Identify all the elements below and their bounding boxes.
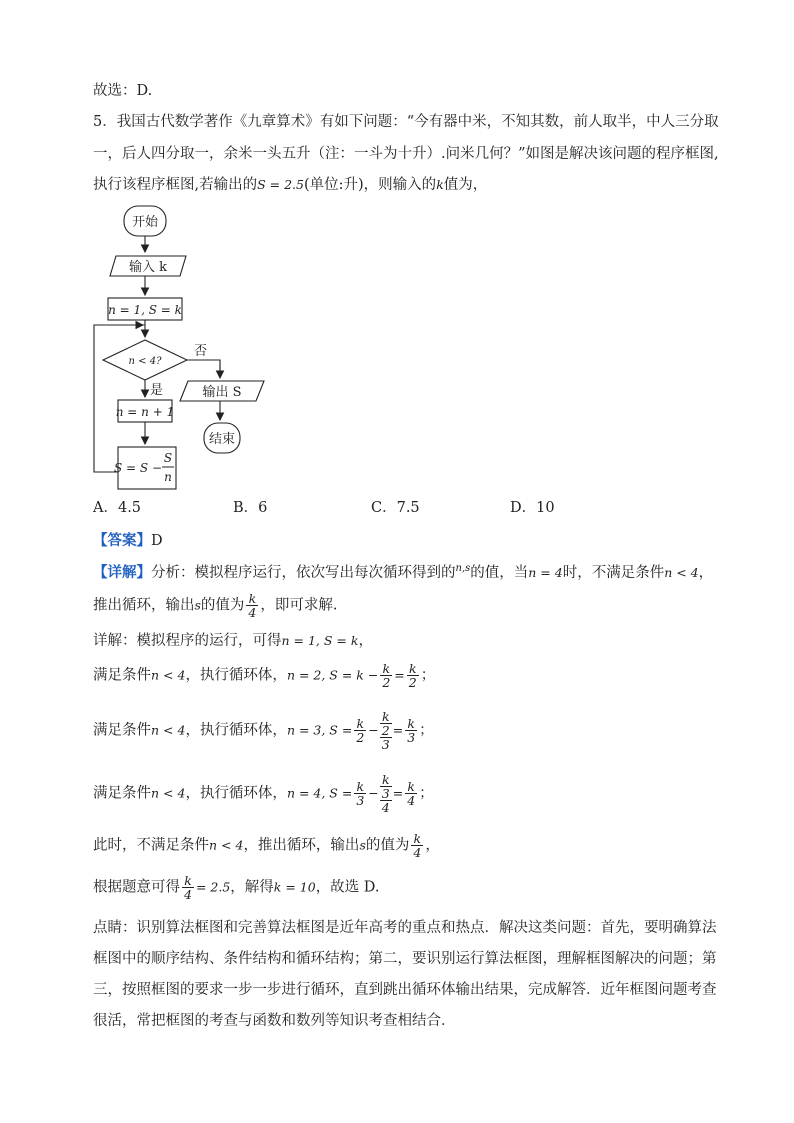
math-n-equals-4: n = 4 bbox=[528, 564, 563, 580]
detail-text: 满足条件 bbox=[93, 667, 151, 684]
inner-fraction bbox=[380, 773, 392, 800]
denominator: 4 bbox=[413, 845, 422, 861]
denominator: 3 bbox=[381, 737, 390, 753]
question-text: (单位:升)，则输入的 bbox=[303, 177, 437, 193]
denominator: 3 bbox=[407, 730, 416, 746]
numerator: k bbox=[381, 709, 390, 724]
program-flowchart bbox=[88, 200, 278, 495]
detail-line-2 bbox=[93, 592, 337, 619]
question-line-2: 一，后人四分取一，余米一头五升（注：一斗为十升）.问米几何？”如图是解决该问题的程序框图, bbox=[93, 146, 719, 162]
math-s: s bbox=[359, 837, 366, 853]
numerator: k bbox=[408, 661, 417, 676]
nested-fraction bbox=[380, 773, 392, 814]
option-a: A．4.5 bbox=[93, 500, 142, 516]
detail-text: ，推出循环，输出 bbox=[243, 837, 360, 854]
math-expression: n = 3, S = bbox=[286, 722, 353, 738]
detail-tag: 【详解】 bbox=[93, 563, 151, 581]
math-equation: = 2.5 bbox=[195, 879, 231, 895]
math-solution: k = 10 bbox=[273, 879, 316, 895]
numerator: k bbox=[356, 779, 365, 795]
math-condition: n < 4 bbox=[151, 722, 186, 738]
question-line-3 bbox=[93, 177, 487, 194]
condition-label: n < 4? bbox=[128, 356, 162, 367]
answer-line bbox=[93, 532, 163, 550]
math-ns: n,s bbox=[455, 563, 471, 574]
question-text: 值为， bbox=[443, 177, 488, 193]
detail-text: 满足条件 bbox=[93, 785, 151, 802]
detail-text: ， bbox=[698, 564, 714, 581]
denominator: 4 bbox=[381, 800, 390, 816]
answer-tag: 【答案】 bbox=[93, 532, 151, 549]
detail-text: 推出循环，输出 bbox=[93, 597, 195, 614]
step-3-line bbox=[93, 773, 434, 814]
init-label: n = 1, S = k bbox=[108, 303, 182, 317]
fraction bbox=[354, 780, 366, 807]
comment-line-3: 三，按照框图的要求一步一步进行循环，直到跳出循环体输出结果，完成解答．近年框图问题考查 bbox=[93, 982, 717, 998]
detail-text: 此时，不满足条件 bbox=[93, 837, 209, 854]
minus-sign: − bbox=[368, 785, 379, 801]
detail-text: 的值为 bbox=[200, 597, 245, 614]
math-init: n = 1, S = k bbox=[281, 633, 359, 648]
step-1-line bbox=[93, 662, 435, 689]
detail-text: 的值为 bbox=[365, 837, 410, 854]
fraction-k-over-4 bbox=[246, 592, 258, 619]
detail-text: ，执行循环体， bbox=[185, 667, 287, 684]
start-label: 开始 bbox=[131, 215, 159, 230]
denominator: 2 bbox=[382, 675, 391, 691]
fraction bbox=[407, 662, 419, 689]
math-condition: n < 4 bbox=[664, 564, 699, 580]
minus-sign: − bbox=[368, 722, 379, 738]
option-c: C．7.5 bbox=[371, 500, 420, 516]
numerator: k bbox=[248, 591, 257, 606]
equals-sign: = bbox=[394, 667, 405, 683]
denominator: 3 bbox=[356, 793, 365, 809]
denominator: 4 bbox=[248, 605, 257, 621]
detail-text: ； bbox=[419, 722, 434, 739]
detail-line-7 bbox=[93, 832, 440, 859]
denominator: 2 bbox=[381, 723, 390, 739]
detail-line-3 bbox=[93, 633, 373, 650]
math-output-value: S = 2.5 bbox=[257, 177, 304, 192]
comment-line-2: 框图中的顺序结构、条件结构和循环结构；第二，要识别运行算法框图，理解框图解决的问题；第 bbox=[93, 951, 717, 967]
fraction bbox=[405, 717, 417, 744]
update-numerator: S bbox=[163, 451, 173, 465]
denominator: 4 bbox=[184, 887, 192, 903]
equals-sign: = bbox=[392, 722, 404, 738]
no-label: 否 bbox=[194, 344, 208, 359]
numerator: k bbox=[407, 779, 415, 795]
comment-line-4: 很活，常把框图的考查与函数和数列等知识考查相结合． bbox=[93, 1013, 456, 1029]
fraction-k-over-4 bbox=[182, 874, 194, 901]
math-condition: n < 4 bbox=[151, 785, 186, 801]
detail-text: ； bbox=[419, 785, 434, 802]
math-expression: n = 2, S = k − bbox=[286, 667, 379, 683]
detail-text: ，即可求解. bbox=[260, 597, 338, 614]
detail-text: 分析：模拟程序运行，依次写出每次循环得到的 bbox=[151, 564, 456, 581]
yes-label: 是 bbox=[150, 383, 164, 398]
fraction bbox=[405, 780, 417, 807]
previous-answer-line: 故选：D. bbox=[93, 83, 153, 99]
end-label: 结束 bbox=[208, 432, 236, 447]
answer-value: D bbox=[151, 533, 163, 549]
denominator: 2 bbox=[408, 675, 417, 691]
detail-text: 详解：模拟程序的运行，可得 bbox=[93, 633, 282, 649]
numerator: k bbox=[413, 831, 422, 846]
input-label: 输入 k bbox=[128, 260, 168, 275]
question-line-1: 5．我国古代数学著作《九章算术》有如下问题：“今有器中米，不知其数，前人取半，中人三分取 bbox=[93, 114, 719, 130]
nested-fraction bbox=[380, 710, 392, 751]
update-denominator: n bbox=[164, 470, 172, 484]
detail-text: 根据题意可得 bbox=[93, 879, 180, 896]
math-expression: n = 4, S = bbox=[286, 785, 353, 801]
detail-text: ，执行循环体， bbox=[185, 785, 287, 802]
update-label: S = S − bbox=[114, 461, 162, 475]
step-2-line bbox=[93, 710, 434, 751]
detail-text: ； bbox=[420, 667, 436, 684]
fraction bbox=[380, 662, 392, 689]
detail-text: 时，不满足条件 bbox=[562, 564, 665, 581]
math-variable: k bbox=[436, 177, 444, 192]
increment-label: n = n + 1 bbox=[115, 405, 175, 419]
numerator: k bbox=[381, 772, 390, 787]
detail-text: 的值，当 bbox=[470, 564, 529, 581]
option-b: B．6 bbox=[233, 500, 268, 516]
detail-text: ，故选 D. bbox=[315, 879, 380, 896]
detail-text: 满足条件 bbox=[93, 722, 151, 739]
detail-line-1 bbox=[93, 563, 713, 582]
detail-text: ，解得 bbox=[230, 879, 274, 896]
output-label: 输出 S bbox=[202, 385, 242, 400]
inner-fraction bbox=[380, 710, 392, 737]
fraction bbox=[354, 717, 366, 744]
denominator: 2 bbox=[356, 730, 365, 746]
option-d: D．10 bbox=[510, 500, 555, 516]
detail-line-8 bbox=[93, 874, 380, 901]
detail-text: ， bbox=[358, 633, 373, 649]
detail-text: ，执行循环体， bbox=[185, 722, 287, 739]
denominator: 3 bbox=[381, 786, 390, 802]
fraction-k-over-4 bbox=[411, 832, 423, 859]
denominator: 4 bbox=[407, 793, 416, 809]
math-condition: n < 4 bbox=[209, 837, 244, 853]
math-s: s bbox=[194, 597, 201, 613]
numerator: k bbox=[356, 716, 365, 732]
numerator: k bbox=[407, 716, 415, 732]
comment-line-1: 点睛：识别算法框图和完善算法框图是近年高考的重点和热点．解决这类问题：首先，要明确算法 bbox=[93, 920, 717, 936]
detail-text: ， bbox=[425, 837, 440, 854]
numerator: k bbox=[382, 661, 391, 676]
equals-sign: = bbox=[392, 785, 404, 801]
question-text: 执行该程序框图,若输出的 bbox=[93, 177, 258, 193]
math-condition: n < 4 bbox=[151, 667, 186, 683]
numerator: k bbox=[184, 873, 192, 888]
